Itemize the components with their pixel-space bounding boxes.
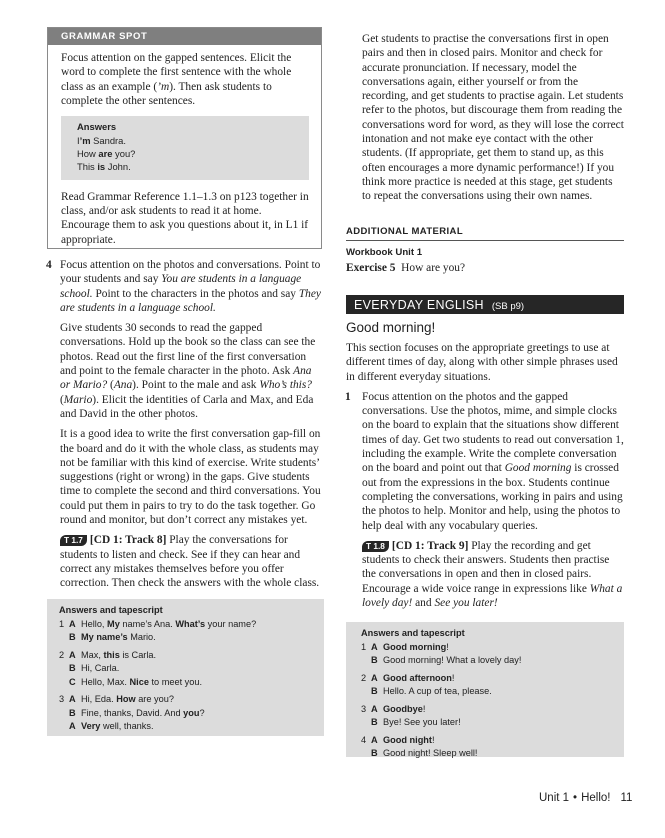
tapescript-line [59, 631, 316, 645]
tapescript-line [59, 707, 316, 721]
tapescript-line [59, 720, 316, 734]
grammar-intro: Focus attention on the gapped sentences. Elicit the word to complete the first sentence with the whole class as an example (’m). Then ask students to complete the other sentences. [61, 52, 292, 107]
tapescript-text: Hello, My name’s Ana. What’s your name? [81, 618, 257, 629]
item-4-paragraph-2: Give students 30 seconds to read the gapped conversations. Hold up the book so the class can see the photos. Read out the first line of the first conversation and point to the female character in the photo. Ask Ana or Mario? (Ana). Point to the male and ask Who’s this? (Mario). Elicit the identities of Carla and Max, and Eda and David in the other photos. [60, 322, 316, 420]
grammar-answer-line: How are you? [77, 148, 136, 159]
tapescript-line [59, 618, 316, 632]
tapescript-speaker: B [371, 717, 378, 727]
grammar-reference: Read Grammar Reference 1.1–1.3 on p123 together in class, and/or ask students to read it at home. Encourage them to ask you questions about it, in L1 if appropriate. [61, 190, 309, 246]
tapescript-lines [59, 618, 316, 734]
tapescript-speaker: B [371, 655, 378, 665]
tapescript-line [59, 649, 316, 663]
tapescript-text: Very well, thanks. [81, 721, 154, 731]
tapescript-speaker: C [69, 676, 76, 687]
tapescript-speaker: B [69, 707, 76, 718]
tapescript-number: 3 [59, 694, 65, 704]
item-number: 1 [345, 390, 351, 403]
footer-bullet: • [573, 792, 578, 804]
tapescript-number: 3 [361, 703, 367, 714]
everyday-item-1-paragraph-1: Focus attention on the photos and the gapped conversations. Use the photos, mime, and simple clocks on the board to explain that the situations show different times of day. Get two students to read out conversation 1, including the example. Write the complete conversation on the board and point out that Good morning is crossed out from the expressions in the box. Students continue completing the conversations, working in pairs and using the photos to help. Monitor and help, using the photos to help deal with any vocabulary queries. [362, 390, 624, 532]
additional-material-header: ADDITIONAL MATERIAL [346, 226, 624, 241]
item-number: 4 [46, 259, 52, 271]
tapescript-number: 2 [361, 672, 367, 683]
grammar-spot-header: GRAMMAR SPOT [48, 28, 321, 45]
everyday-english-bar [346, 295, 624, 314]
everyday-english-body [346, 341, 624, 616]
tapescript-number [59, 676, 69, 690]
everyday-intro: This section focuses on the appropriate greetings to use at different times of day, along with other simple phrases used in different everyday situations. [346, 342, 618, 383]
tapescript-number: 2 [59, 649, 65, 660]
tapescript-number [59, 720, 69, 734]
sb-page-ref: (SB p9) [491, 301, 525, 312]
tapescript-line [361, 672, 616, 686]
tapescript-line [361, 747, 616, 761]
tapescript-number: 1 [361, 641, 367, 652]
tapescript-speaker: A [371, 672, 378, 683]
tapescript-line [361, 734, 616, 748]
tapescript-text: Hi, Eda. How are you? [81, 694, 174, 704]
tapescript-line [59, 662, 316, 676]
tapescript-text: Bye! See you later! [383, 717, 461, 727]
tapescript-speaker: B [371, 686, 378, 696]
tapescript-line [361, 654, 616, 668]
tapescript-line [59, 676, 316, 690]
everyday-item-1-paragraph-2: T 1.8 [CD 1: Track 9] Play the recording and get students to check their answers. Students then practise the conversations in open and then in closed pairs. Encourage a wide voice range in expressions like What a lovely day! and See you later! [362, 539, 623, 610]
grammar-spot-box [47, 27, 322, 249]
tapescript-line [361, 716, 616, 730]
tapescript-speaker: A [69, 649, 76, 660]
page-footer [539, 792, 632, 804]
track-label: [CD 1: Track 9] [391, 539, 469, 552]
workbook-heading: Workbook Unit 1 [346, 247, 423, 258]
tapescript-text: My name’s Mario. [81, 632, 156, 642]
tapescript-number [59, 707, 69, 721]
tapescript-title: Answers and tapescript [59, 605, 163, 615]
page-number: 11 [620, 792, 633, 804]
tapescript-number [59, 662, 69, 676]
item-4-paragraph-3: It is a good idea to write the first conversation gap-fill on the board and do it with the whole class, as students may not be familiar with this kind of exercise. Write students’ suggestions (right or wrong) in the gaps. Give students time to complete the second and third conversations. You could put them in pairs to try to do the task together. Go round and monitor, but don’t correct any mistakes yet. [60, 428, 321, 527]
tapescript-text: Hello, Max. Nice to meet you. [81, 676, 203, 687]
tapescript-text: Hi, Carla. [81, 663, 120, 673]
tapescript-line [361, 641, 616, 655]
tapescript-box-left [47, 599, 324, 736]
tapescript-speaker: A [371, 703, 378, 714]
tapescript-line [59, 693, 316, 707]
tapescript-lines [361, 641, 616, 761]
tapescript-speaker: A [371, 641, 378, 652]
tapescript-text: Fine, thanks, David. And you? [81, 707, 205, 718]
tapescript-speaker: A [69, 618, 76, 629]
tapescript-line [361, 703, 616, 717]
tapescript-text: Hello. A cup of tea, please. [383, 686, 492, 696]
footer-unit: Unit 1 [539, 792, 570, 804]
tapescript-speaker: B [69, 663, 76, 673]
item-4-paragraph-1: Focus attention on the photos and conversations. Point to your students and say You are students in a language school. Point to the characters in the photos and say They are students in a language school. [60, 259, 321, 314]
everyday-english-title: EVERYDAY ENGLISH [354, 298, 484, 312]
tapescript-number [59, 631, 69, 645]
tapescript-box-right [346, 622, 624, 757]
grammar-answer-line: This is John. [77, 161, 131, 173]
workbook-exercise: Exercise 5 How are you? [346, 262, 466, 274]
tapescript-number: 1 [59, 618, 65, 629]
tapescript-text: Good night! [383, 734, 435, 745]
tapescript-speaker: A [371, 734, 378, 745]
track-badge: T 1.8 [362, 541, 389, 552]
grammar-answer-line: I’m Sandra. [77, 134, 127, 146]
tapescript-text: Good morning! [383, 641, 449, 652]
tapescript-speaker: B [69, 632, 76, 642]
tapescript-number: 4 [361, 734, 367, 745]
tapescript-text: Goodbye! [383, 703, 426, 714]
tapescript-speaker: A [69, 721, 76, 731]
tapescript-number [361, 716, 371, 730]
tapescript-title: Answers and tapescript [361, 628, 465, 638]
tapescript-line [361, 685, 616, 699]
tapescript-number [361, 685, 371, 699]
tapescript-speaker: A [69, 694, 76, 704]
item-4-paragraph-4: T 1.7 [CD 1: Track 8] Play the conversations for students to listen and check. See if they can hear and correct any mistakes themselves before you offer correction. Then check the answers with the whole class. [60, 534, 320, 590]
footer-title: Hello! [581, 792, 611, 804]
track-label: [CD 1: Track 8] [89, 534, 167, 547]
practice-paragraph: Get students to practise the conversations first in open pairs and then in closed pairs. Monitor and check for accurate pronunciation. If necessary, model the conversations again, either yourself or from the recording, and get students to practise again. Let students refer to the photos, but discourage them from reading the conversations word for word, as they will lose the correct intonation and not make eye contact with the other students. (If appropriate, get them to stand up, as this often encourages a more dynamic performance!) If you think more practice is needed at this stage, get students to repeat the conversations using their own names. [362, 33, 624, 203]
tapescript-speaker: B [371, 748, 378, 758]
item-4-section [47, 258, 324, 597]
tapescript-text: Good morning! What a lovely day! [383, 655, 522, 665]
tapescript-text: Good afternoon! [383, 672, 455, 683]
tapescript-number [361, 747, 371, 761]
tapescript-number [361, 654, 371, 668]
grammar-answers-title: Answers [77, 121, 117, 133]
good-morning-heading: Good morning! [346, 320, 436, 335]
grammar-answers-box [61, 116, 309, 180]
track-badge: T 1.7 [60, 535, 87, 546]
tapescript-text: Good night! Sleep well! [383, 748, 478, 758]
tapescript-text: Max, this is Carla. [81, 649, 157, 660]
